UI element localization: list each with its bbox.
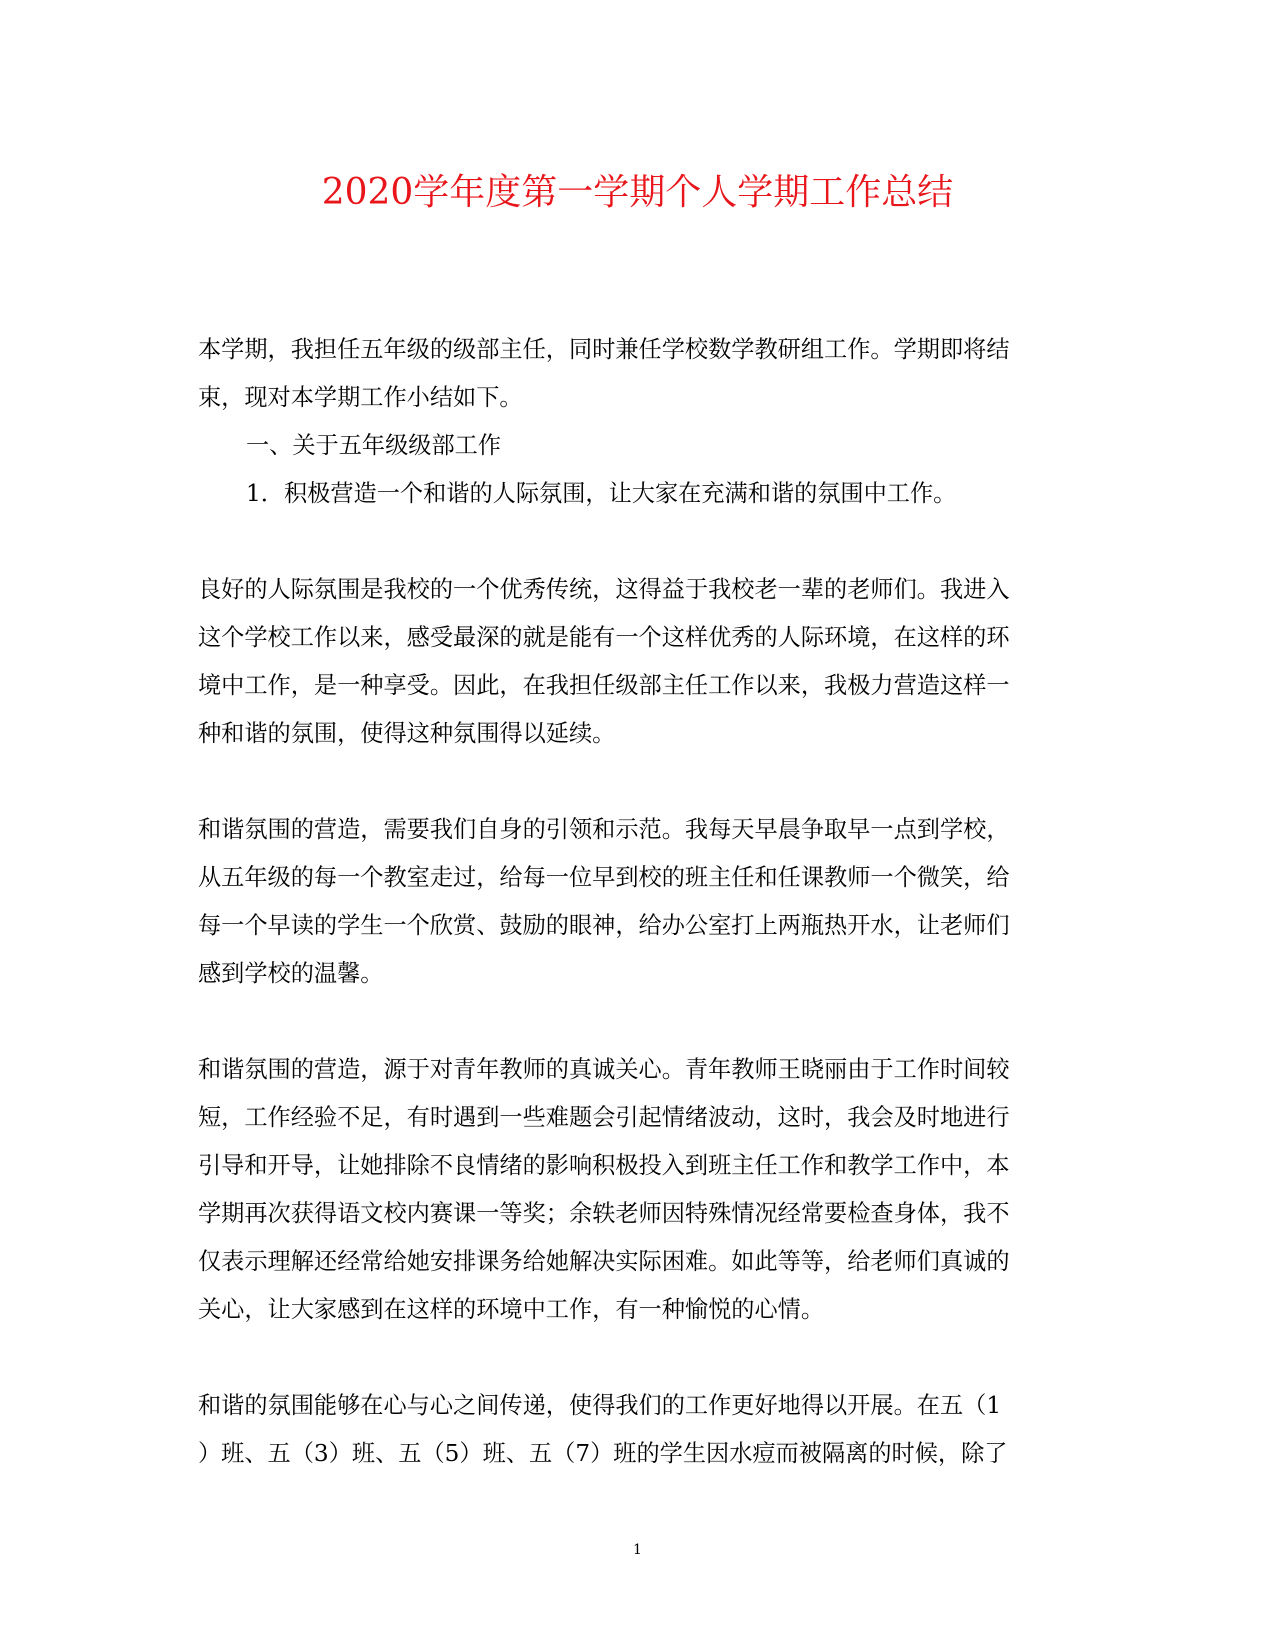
text-line: 学期再次获得语文校内赛课一等奖；余轶老师因特殊情况经常要检查身体，我不 (198, 1200, 1010, 1227)
text-line: 一、关于五年级级部工作 (246, 432, 502, 459)
paragraph-care (198, 1046, 1078, 1334)
paragraph-intro (198, 326, 1078, 422)
text-line: 从五年级的每一个教室走过，给每一位早到校的班主任和任课教师一个微笑，给 (198, 864, 1010, 891)
text-line: 本学期，我担任五年级的级部主任，同时兼任学校数学教研组工作。学期即将结 (198, 336, 1010, 363)
text-line: 和谐的氛围能够在心与心之间传递，使得我们的工作更好地得以开展。在五（1 (198, 1392, 1002, 1419)
text-line: 关心，让大家感到在这样的环境中工作，有一种愉悦的心情。 (198, 1296, 825, 1323)
text-line: 束，现对本学期工作小结如下。 (198, 384, 523, 411)
text-line: 和谐氛围的营造，源于对青年教师的真诚关心。青年教师王晓丽由于工作时间较 (198, 1056, 1010, 1083)
text-line: 1．积极营造一个和谐的人际氛围，让大家在充满和谐的氛围中工作。 (246, 480, 957, 507)
paragraph-example (198, 806, 1078, 998)
section-heading (198, 422, 1078, 470)
text-line: 仅表示理解还经常给她安排课务给她解决实际困难。如此等等，给老师们真诚的 (198, 1248, 1010, 1275)
text-line: 引导和开导，让她排除不良情绪的影响积极投入到班主任工作和教学工作中，本 (198, 1152, 1010, 1179)
document-body (198, 326, 1078, 1478)
subsection-heading (198, 470, 1078, 518)
text-line: 每一个早读的学生一个欣赏、鼓励的眼神，给办公室打上两瓶热开水，让老师们 (198, 912, 1010, 939)
paragraph-atmosphere (198, 566, 1078, 758)
text-line: 境中工作，是一种享受。因此，在我担任级部主任工作以来，我极力营造这样一 (198, 672, 1010, 699)
document-title: 2020学年度第一学期个人学期工作总结 (321, 172, 954, 213)
text-line: 和谐氛围的营造，需要我们自身的引领和示范。我每天早晨争取早一点到学校， (198, 816, 1010, 843)
text-line: 短，工作经验不足，有时遇到一些难题会引起情绪波动，这时，我会及时地进行 (198, 1104, 1010, 1131)
text-line: 良好的人际氛围是我校的一个优秀传统，这得益于我校老一辈的老师们。我进入 (198, 576, 1010, 603)
text-line: 感到学校的温馨。 (198, 960, 384, 987)
page-number: 1 (633, 1542, 642, 1558)
text-line: 这个学校工作以来，感受最深的就是能有一个这样优秀的人际环境，在这样的环 (198, 624, 1010, 651)
text-line: 种和谐的氛围，使得这种氛围得以延续。 (198, 720, 616, 747)
paragraph-transmission (198, 1382, 1078, 1478)
text-line: ）班、五（3）班、五（5）班、五（7）班的学生因水痘而被隔离的时候，除了 (198, 1440, 1008, 1467)
